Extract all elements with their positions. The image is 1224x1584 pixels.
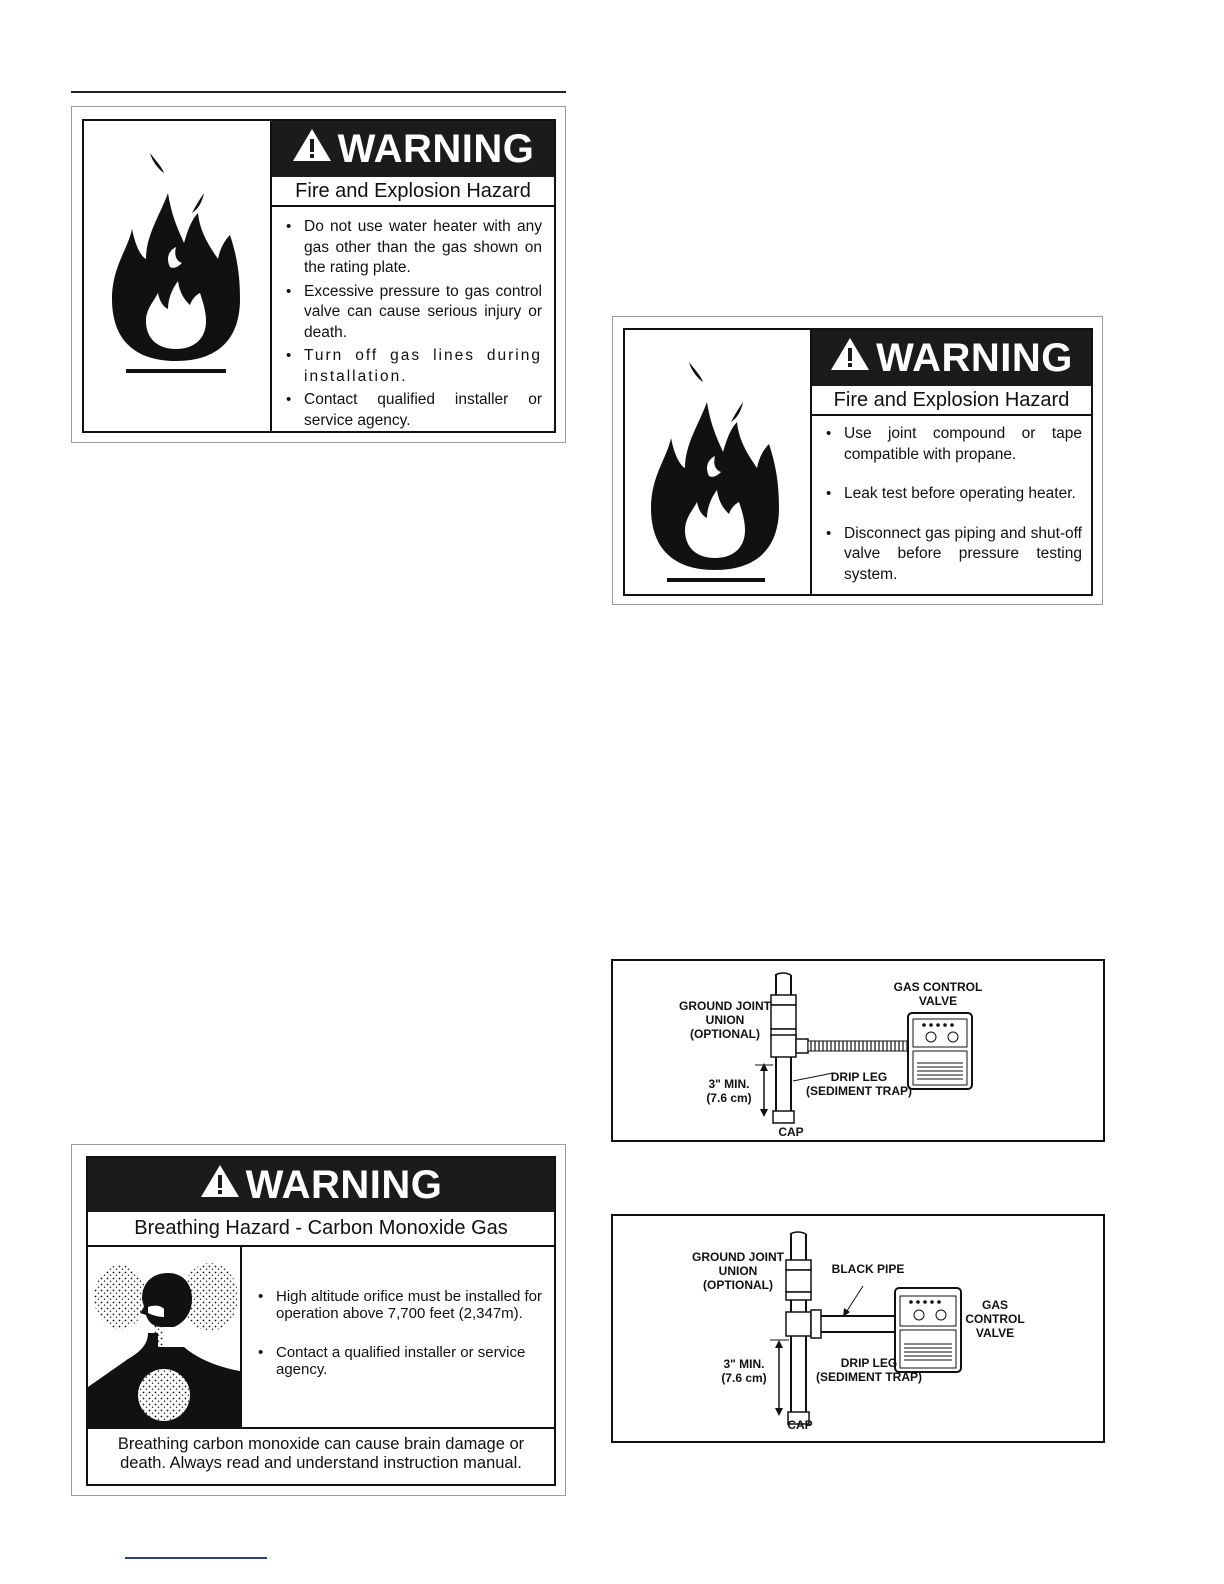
ground-joint-union-label: GROUND JOINT UNION (OPTIONAL) bbox=[678, 999, 771, 1041]
warning-bullets bbox=[816, 424, 1082, 585]
min-distance-label: 3" MIN. (7.6 cm) bbox=[721, 1357, 767, 1385]
list-item: • Do not use water heater with any gas other than the gas shown on the rating plate. bbox=[276, 217, 542, 279]
warning-footer-text: Breathing carbon monoxide can cause brain damage or death. Always read and understand instruction manual. bbox=[117, 1435, 525, 1472]
gas-control-valve-label: GAS CONTROL VALVE bbox=[893, 980, 983, 1008]
list-item: • High altitude orifice must be installed for operation above 7,700 feet (2,347m). bbox=[248, 1288, 544, 1322]
warning-label-carbon-monoxide bbox=[71, 1144, 566, 1496]
drip-leg-label: DRIP LEG (SEDIMENT TRAP) bbox=[806, 1070, 912, 1098]
cap-label: CAP bbox=[778, 1125, 804, 1139]
list-item: • Use joint compound or tape compatible with propane. bbox=[816, 424, 1082, 465]
hazard-subtitle bbox=[88, 1212, 554, 1247]
list-item: • Turn off gas lines during installation. bbox=[276, 346, 542, 387]
hazard-subtitle-text: Breathing Hazard - Carbon Monoxide Gas bbox=[134, 1217, 508, 1239]
warning-title: WARNING bbox=[245, 1162, 443, 1207]
warning-bullets bbox=[276, 217, 542, 431]
footer-divider bbox=[88, 1427, 554, 1429]
top-rule bbox=[71, 91, 566, 93]
list-item: • Contact qualified installer or service agency. bbox=[276, 390, 542, 431]
hazard-subtitle bbox=[812, 386, 1091, 416]
warning-label-fire-1 bbox=[71, 106, 566, 443]
warning-title: WARNING bbox=[337, 126, 535, 171]
list-item: • Leak test before operating heater. bbox=[816, 484, 1082, 505]
hazard-subtitle-text: Fire and Explosion Hazard bbox=[833, 388, 1070, 411]
ground-joint-union-label: GROUND JOINT UNION (OPTIONAL) bbox=[691, 1250, 784, 1292]
cap-label: CAP bbox=[787, 1418, 813, 1432]
list-item: • Excessive pressure to gas control valve can cause serious injury or death. bbox=[276, 282, 542, 344]
warning-panel bbox=[623, 328, 1093, 596]
min-distance-label: 3" MIN. (7.6 cm) bbox=[706, 1077, 752, 1105]
gas-control-valve-label: GAS CONTROL VALVE bbox=[965, 1298, 1025, 1340]
warning-label-fire-2 bbox=[612, 316, 1103, 605]
warning-bullets bbox=[248, 1288, 544, 1378]
list-item: • Disconnect gas piping and shut-off valve before pressure testing system. bbox=[816, 524, 1082, 586]
black-pipe-label: BLACK PIPE bbox=[831, 1262, 905, 1276]
warning-banner bbox=[272, 121, 554, 177]
piping-drawing bbox=[613, 1216, 1103, 1441]
person-breathing-icon bbox=[88, 1247, 240, 1427]
warning-banner bbox=[812, 330, 1091, 386]
drip-leg-label: DRIP LEG (SEDIMENT TRAP) bbox=[816, 1356, 922, 1384]
warning-triangle-icon bbox=[292, 127, 332, 172]
footer-rule bbox=[125, 1557, 267, 1559]
piping-drawing bbox=[613, 961, 1103, 1140]
gas-piping-diagram-2 bbox=[611, 1214, 1105, 1443]
fire-icon bbox=[106, 149, 246, 379]
pictogram-divider bbox=[240, 1247, 242, 1427]
warning-banner bbox=[88, 1158, 554, 1212]
warning-triangle-icon bbox=[200, 1163, 240, 1208]
warning-panel bbox=[86, 1156, 556, 1486]
list-item: • Contact a qualified installer or service agency. bbox=[248, 1344, 544, 1378]
gas-piping-diagram-1 bbox=[611, 959, 1105, 1142]
fire-icon bbox=[645, 358, 785, 588]
warning-panel bbox=[82, 119, 556, 433]
warning-title: WARNING bbox=[876, 335, 1073, 380]
warning-triangle-icon bbox=[830, 336, 870, 381]
hazard-subtitle bbox=[272, 177, 554, 207]
hazard-subtitle-text: Fire and Explosion Hazard bbox=[295, 179, 531, 202]
